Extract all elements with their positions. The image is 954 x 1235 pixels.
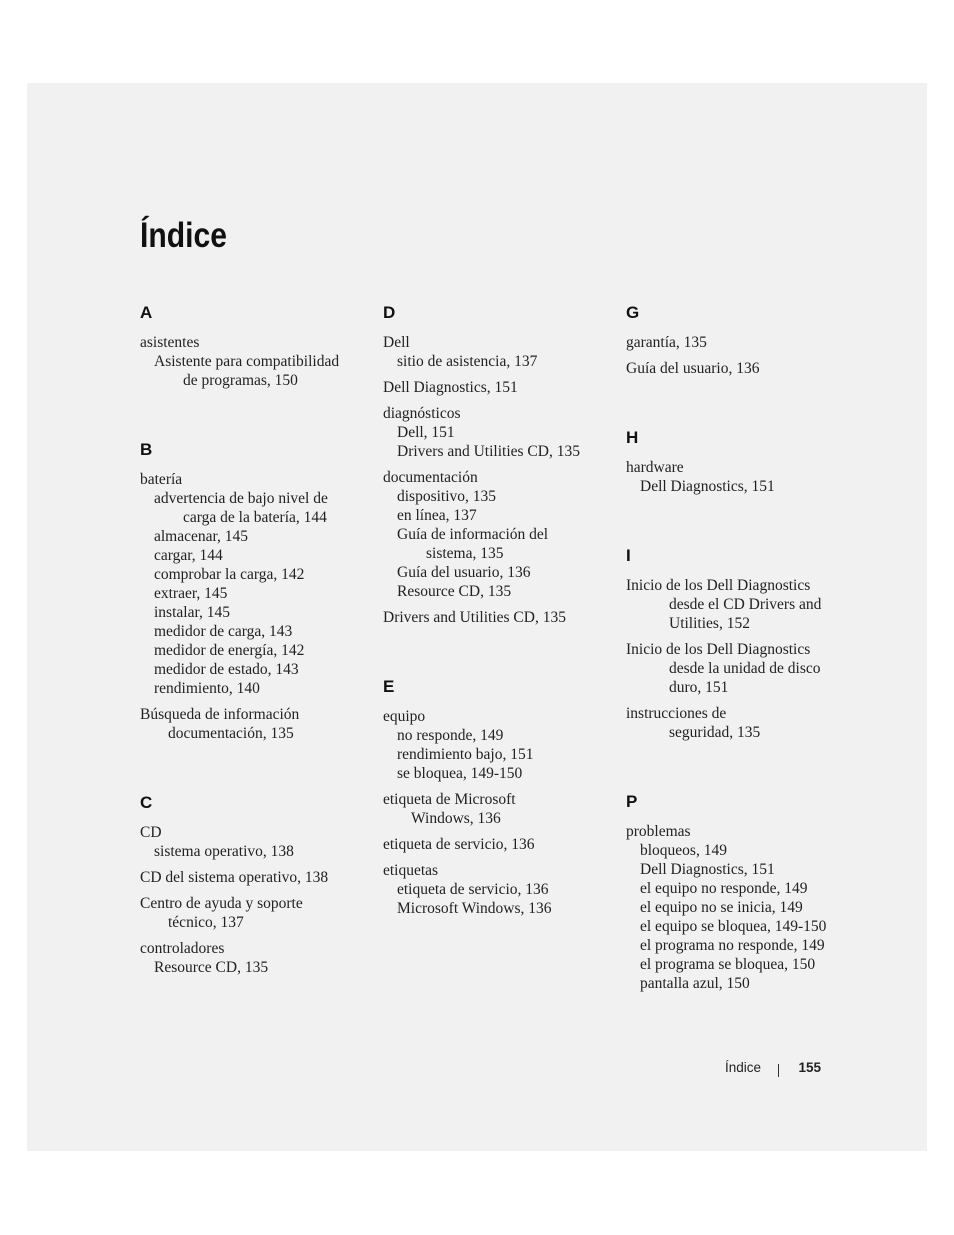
index-subterm: cargar, 144 xyxy=(154,547,223,564)
index-term: batería xyxy=(140,471,183,488)
index-subterm: Resource CD, 135 xyxy=(154,959,269,976)
index-subterm: etiqueta de servicio, 136 xyxy=(397,881,549,898)
index-subterm: sitio de asistencia, 137 xyxy=(397,353,538,370)
index-entry xyxy=(140,470,370,698)
index-column-2 xyxy=(383,302,613,925)
page-title: Índice xyxy=(140,216,227,255)
index-subterm: Guía de información del xyxy=(397,526,549,543)
index-term: hardware xyxy=(626,459,684,476)
index-subterm: el programa no responde, 149 xyxy=(640,937,825,954)
index-entry xyxy=(383,378,613,397)
index-section xyxy=(383,676,613,918)
index-entry xyxy=(383,707,613,783)
index-section xyxy=(383,302,613,627)
index-subterm: advertencia de bajo nivel de xyxy=(154,490,328,507)
index-entry xyxy=(140,939,370,977)
index-term: asistentes xyxy=(140,334,200,351)
index-subterm: rendimiento bajo, 151 xyxy=(397,746,534,763)
section-spacer xyxy=(383,634,613,676)
index-entry xyxy=(626,458,856,496)
section-spacer xyxy=(626,749,856,791)
section-letter: D xyxy=(383,303,396,322)
index-term: etiqueta de Microsoft xyxy=(383,791,516,808)
section-spacer xyxy=(626,385,856,427)
section-letter: G xyxy=(626,303,640,322)
index-subterm: el equipo no responde, 149 xyxy=(640,880,808,897)
index-entry xyxy=(140,868,370,887)
index-section xyxy=(140,302,370,390)
section-letter: I xyxy=(626,546,631,565)
index-subterm: desde el CD Drivers and xyxy=(669,596,822,613)
index-section xyxy=(626,791,856,993)
index-subterm: seguridad, 135 xyxy=(669,724,761,741)
index-subterm: extraer, 145 xyxy=(154,585,228,602)
section-letter: A xyxy=(140,303,153,322)
index-subterm: Asistente para compatibilidad xyxy=(154,353,340,370)
index-subterm: documentación, 135 xyxy=(168,725,294,742)
index-entry xyxy=(383,333,613,371)
index-term: diagnósticos xyxy=(383,405,461,422)
index-subterm: de programas, 150 xyxy=(183,372,298,389)
index-term: Drivers and Utilities CD, 135 xyxy=(383,609,566,626)
index-term: etiqueta de servicio, 136 xyxy=(383,836,535,853)
index-term: Inicio de los Dell Diagnostics xyxy=(626,641,811,658)
index-subterm: Drivers and Utilities CD, 135 xyxy=(397,443,580,460)
index-subterm: bloqueos, 149 xyxy=(640,842,727,859)
index-entry xyxy=(140,705,370,743)
index-entry xyxy=(383,835,613,854)
index-subterm: duro, 151 xyxy=(669,679,729,696)
index-entry xyxy=(626,640,856,697)
index-section xyxy=(626,302,856,378)
index-subterm: rendimiento, 140 xyxy=(154,680,260,697)
index-subterm: el equipo se bloquea, 149-150 xyxy=(640,918,827,935)
index-entry xyxy=(626,359,856,378)
index-subterm: pantalla azul, 150 xyxy=(640,975,750,992)
footer-separator xyxy=(778,1064,779,1077)
index-subterm: Guía del usuario, 136 xyxy=(397,564,531,581)
index-subterm: Dell Diagnostics, 151 xyxy=(640,861,775,878)
index-subterm: no responde, 149 xyxy=(397,727,504,744)
index-term: Búsqueda de información xyxy=(140,706,300,723)
index-entry xyxy=(626,822,856,993)
section-letter: C xyxy=(140,793,153,812)
index-subterm: medidor de estado, 143 xyxy=(154,661,299,678)
index-subterm: se bloquea, 149-150 xyxy=(397,765,523,782)
index-subterm: Windows, 136 xyxy=(411,810,501,827)
index-subterm: comprobar la carga, 142 xyxy=(154,566,305,583)
index-entry xyxy=(626,333,856,352)
index-entry xyxy=(140,894,370,932)
index-subterm: Dell Diagnostics, 151 xyxy=(640,478,775,495)
index-subterm: técnico, 137 xyxy=(168,914,244,931)
index-term: controladores xyxy=(140,940,225,957)
index-term: Centro de ayuda y soporte xyxy=(140,895,303,912)
index-entry xyxy=(383,790,613,828)
index-term: equipo xyxy=(383,708,426,725)
index-term: garantía, 135 xyxy=(626,334,707,351)
index-subterm: Microsoft Windows, 136 xyxy=(397,900,552,917)
index-entry xyxy=(383,468,613,601)
index-entry xyxy=(383,404,613,461)
index-entry xyxy=(140,823,370,861)
section-spacer xyxy=(626,503,856,545)
section-spacer xyxy=(140,750,370,792)
section-letter: B xyxy=(140,440,153,459)
index-subterm: dispositivo, 135 xyxy=(397,488,497,505)
index-term: Inicio de los Dell Diagnostics xyxy=(626,577,811,594)
index-column-3 xyxy=(626,302,856,1000)
index-term: CD xyxy=(140,824,162,841)
index-term: Guía del usuario, 136 xyxy=(626,360,760,377)
index-term: documentación xyxy=(383,469,478,486)
page-number: 155 xyxy=(798,1060,821,1075)
index-entry xyxy=(626,704,856,742)
index-subterm: medidor de energía, 142 xyxy=(154,642,305,659)
section-letter: H xyxy=(626,428,639,447)
index-subterm: en línea, 137 xyxy=(397,507,477,524)
index-section xyxy=(140,439,370,743)
index-subterm: desde la unidad de disco xyxy=(669,660,821,677)
index-subterm: medidor de carga, 143 xyxy=(154,623,293,640)
index-subterm: instalar, 145 xyxy=(154,604,231,621)
index-section xyxy=(626,427,856,496)
index-section xyxy=(140,792,370,977)
index-entry xyxy=(140,333,370,390)
index-subterm: el programa se bloquea, 150 xyxy=(640,956,816,973)
index-subterm: almacenar, 145 xyxy=(154,528,249,545)
index-term: CD del sistema operativo, 138 xyxy=(140,869,329,886)
index-subterm: Resource CD, 135 xyxy=(397,583,512,600)
index-term: Dell xyxy=(383,334,410,351)
index-subterm: sistema operativo, 138 xyxy=(154,843,294,860)
index-column-1 xyxy=(140,302,370,984)
section-letter: P xyxy=(626,792,638,811)
index-term: problemas xyxy=(626,823,691,840)
index-subterm: Dell, 151 xyxy=(397,424,455,441)
index-term: etiquetas xyxy=(383,862,439,879)
index-term: Dell Diagnostics, 151 xyxy=(383,379,518,396)
section-spacer xyxy=(140,397,370,439)
index-term: instrucciones de xyxy=(626,705,727,722)
section-letter: E xyxy=(383,677,395,696)
index-entry xyxy=(626,576,856,633)
index-subterm: Utilities, 152 xyxy=(669,615,750,632)
index-subterm: carga de la batería, 144 xyxy=(183,509,327,526)
index-subterm: el equipo no se inicia, 149 xyxy=(640,899,803,916)
index-entry xyxy=(383,861,613,918)
index-subterm: sistema, 135 xyxy=(426,545,504,562)
footer-label: Índice xyxy=(724,1060,761,1075)
index-section xyxy=(626,545,856,742)
index-entry xyxy=(383,608,613,627)
